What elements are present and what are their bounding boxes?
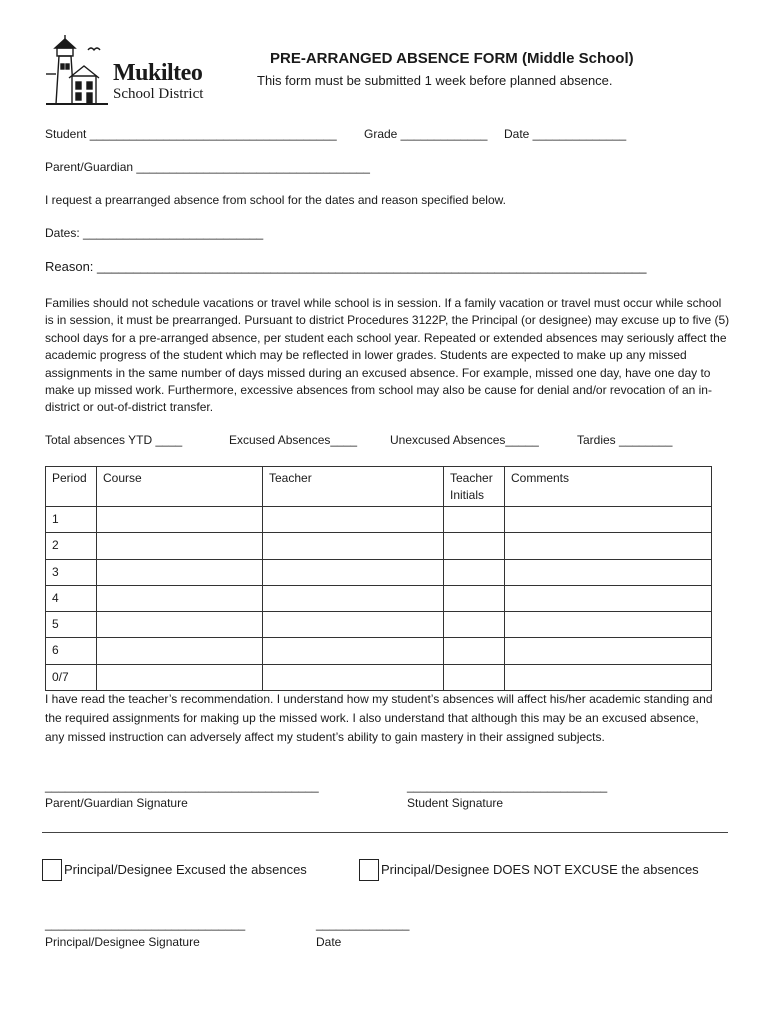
comments-cell[interactable] (505, 664, 712, 690)
guardian-signature-line[interactable]: _________________________________________ (45, 779, 319, 793)
table-row (46, 559, 712, 585)
principal-date-label: Date (316, 935, 342, 949)
period-cell: 4 (46, 585, 97, 611)
teacher-cell[interactable] (263, 612, 444, 638)
guardian-field[interactable]: Parent/Guardian ___________________________________ (45, 160, 370, 174)
not-excused-checkbox[interactable] (359, 859, 379, 881)
teacher-cell[interactable] (263, 638, 444, 664)
table-row (46, 533, 712, 559)
excused-checkbox-label: Principal/Designee Excused the absences (64, 862, 307, 877)
comments-cell[interactable] (505, 507, 712, 533)
comments-cell[interactable] (505, 533, 712, 559)
initials-cell[interactable] (444, 585, 505, 611)
table-row (46, 664, 712, 690)
period-cell: 6 (46, 638, 97, 664)
initials-cell[interactable] (444, 638, 505, 664)
not-excused-checkbox-label: Principal/Designee DOES NOT EXCUSE the absences (381, 862, 699, 877)
principal-signature-line[interactable]: ______________________________ (45, 917, 246, 931)
course-cell[interactable] (97, 507, 263, 533)
excused-checkbox[interactable] (42, 859, 62, 881)
grade-field[interactable]: Grade _____________ (364, 127, 488, 141)
period-cell: 1 (46, 507, 97, 533)
initials-cell[interactable] (444, 533, 505, 559)
table-header-row (46, 467, 712, 507)
header-course: Course (97, 467, 263, 507)
course-cell[interactable] (97, 559, 263, 585)
header-teacher: Teacher (263, 467, 444, 507)
guardian-signature-label: Parent/Guardian Signature (45, 796, 188, 810)
comments-cell[interactable] (505, 638, 712, 664)
excused-absences-field[interactable]: Excused Absences____ (229, 433, 358, 447)
teacher-cell[interactable] (263, 559, 444, 585)
section-divider (42, 832, 728, 833)
unexcused-absences-field[interactable]: Unexcused Absences_____ (390, 433, 539, 447)
reason-field[interactable]: Reason: ____________________________________________________________________________ (45, 259, 647, 274)
comments-cell[interactable] (505, 612, 712, 638)
initials-cell[interactable] (444, 507, 505, 533)
initials-cell[interactable] (444, 664, 505, 690)
comments-cell[interactable] (505, 559, 712, 585)
initials-cell[interactable] (444, 612, 505, 638)
teacher-cell[interactable] (263, 533, 444, 559)
initials-cell[interactable] (444, 559, 505, 585)
period-cell: 2 (46, 533, 97, 559)
course-cell[interactable] (97, 664, 263, 690)
logo-subtitle: School District (113, 86, 204, 102)
total-absences-field[interactable]: Total absences YTD ____ (45, 433, 183, 447)
tardies-field[interactable]: Tardies ________ (577, 433, 673, 447)
student-signature-line[interactable]: ______________________________ (407, 779, 608, 793)
logo-name: Mukilteo (113, 60, 203, 86)
policy-paragraph: Families should not schedule vacations or travel while school is in session. If a family vacation or travel must occur while school is in session, it must be prearranged. Pursuant to district Procedures 3122P, the Principal (or designee) may excuse up to five (5) school days for a pre-arranged absence, per student each school year. Repeated or extended absences may seriously affect the academic progress of the student which may be reflected in lower grades. Students are expected to make up any missed assignments in the same number of days missed during an excused absence. For example, missed one day, have one day to make up missed work. Furthermore, excessive absences from school may also be cause for denial and/or revocation of an in-district or out-of-district transfer. (45, 296, 730, 415)
student-field[interactable]: Student _____________________________________ (45, 127, 337, 141)
course-cell[interactable] (97, 585, 263, 611)
teacher-cell[interactable] (263, 664, 444, 690)
date-field[interactable]: Date ______________ (504, 127, 627, 141)
teacher-cell[interactable] (263, 507, 444, 533)
table-row (46, 638, 712, 664)
table-row (46, 585, 712, 611)
principal-signature-label: Principal/Designee Signature (45, 935, 200, 949)
header-period: Period (46, 467, 97, 507)
request-statement: I request a prearranged absence from school for the dates and reason specified below. (45, 193, 506, 207)
acknowledgement-paragraph: I have read the teacher’s recommendation. I understand how my student’s absences will affect his/her academic standing and the required assignments for making up the missed work. I also understand that although this may be an excused absence, any missed instruction can adversely affect my student’s ability to gain mastery in their assigned subjects. (45, 692, 713, 744)
period-cell: 5 (46, 612, 97, 638)
course-cell[interactable] (97, 612, 263, 638)
principal-date-line[interactable]: ______________ (316, 917, 410, 931)
course-cell[interactable] (97, 533, 263, 559)
teacher-cell[interactable] (263, 585, 444, 611)
form-subtitle: This form must be submitted 1 week before planned absence. (257, 73, 613, 88)
table-row (46, 612, 712, 638)
form-title: PRE-ARRANGED ABSENCE FORM (Middle School) (270, 50, 634, 67)
dates-field[interactable]: Dates: ___________________________ (45, 226, 264, 240)
course-cell[interactable] (97, 638, 263, 664)
student-signature-label: Student Signature (407, 796, 504, 810)
header-teacher-initials: Teacher Initials (444, 467, 505, 507)
table-row (46, 507, 712, 533)
period-cell: 3 (46, 559, 97, 585)
period-cell: 0/7 (46, 664, 97, 690)
course-table (45, 466, 712, 691)
header-comments: Comments (505, 467, 712, 507)
comments-cell[interactable] (505, 585, 712, 611)
